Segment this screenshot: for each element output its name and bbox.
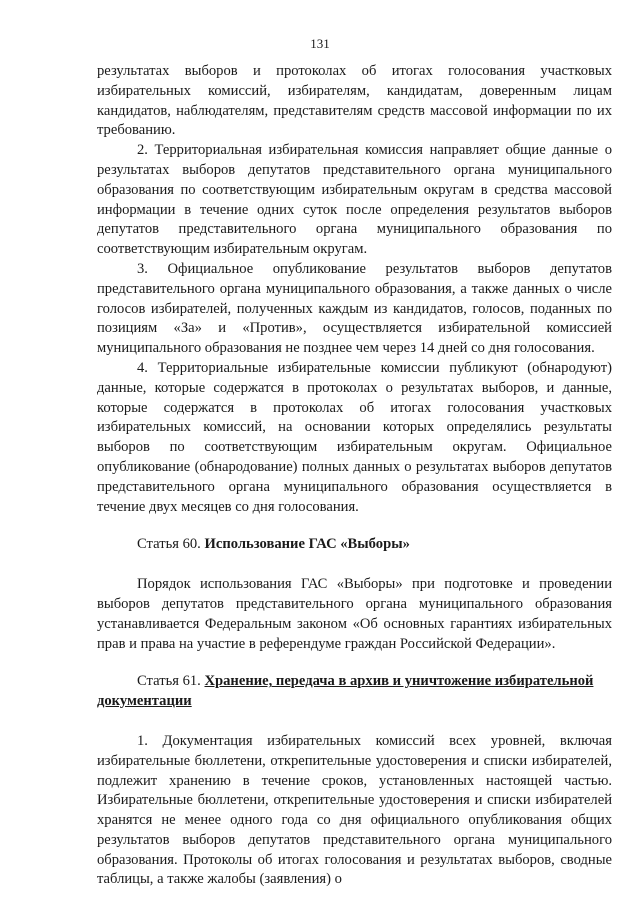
paragraph-3: 3. Официальное опубликование результатов выборов депутатов представительного органа муниципального образования, а также данных о числе голосов избирателей, полученных каждым из кандидатов, голосов, поданных по позициям «За» и «Против», осуществляется избирательной комиссией муниципального образования не позднее чем через 14 дней со дня голосования. (97, 260, 612, 357)
article-61-title: Хранение, передача в архив и уничтожение избирательной документации (97, 673, 594, 710)
page-number: 131 (310, 36, 330, 51)
article-61-prefix: Статья 61. (137, 673, 205, 690)
article-60-heading (97, 535, 612, 555)
article-60-text: Порядок использования ГАС «Выборы» при подготовке и проведении выборов депутатов представительного органа муниципального образования устанавливается Федеральным законом «Об основных гарантиях избирательных прав и права на участие в референдуме граждан Российской Федерации». (97, 576, 612, 652)
article-61-heading (97, 672, 612, 712)
article-61-text: 1. Документация избирательных комиссий всех уровней, включая избирательные бюллетени, открепительные удостоверения и списки избирателей, подлежит хранению в течение сроков, установленных настоящей частью. Избирательные бюллетени, открепительные удостоверения и списки избирателей хранятся не менее одного года со дня официального опубликования общих результатов выборов депутатов представительного органа муниципального образования. Протоколы об итогах голосования и результатах выборов, сводные таблицы, а также жалобы (заявления) о (97, 732, 612, 888)
paragraph-2: 2. Территориальная избирательная комиссия направляет общие данные о результатах выборов депутатов представительного органа муниципального образования по соответствующим избирательным округам в средства массовой информации в течение одних суток после определения результатов выборов депутатов представительного органа муниципального образования по соответствующим избирательным округам. (97, 142, 612, 258)
document-body (97, 62, 612, 890)
article-60-prefix: Статья 60. (137, 536, 205, 553)
paragraph-4: 4. Территориальные избирательные комиссии публикуют (обнародуют) данные, которые содержатся в протоколах о результатах выборов, и данные, которые содержатся в протоколах об итогах голосования участковых избирательных комиссий, на основании которых определялись результаты выборов по соответствующим избирательным округам. Официальное опубликование (обнародование) полных данных о результатах выборов депутатов представительного органа муниципального образования осуществляется в течение двух месяцев со дня голосования. (97, 359, 612, 515)
article-60-title: Использование ГАС «Выборы» (204, 536, 410, 553)
paragraph-continuation: результатах выборов и протоколах об итогах голосования участковых избирательных комиссий, избирателям, кандидатам, доверенным лицам кандидатов, наблюдателям, представителям средств массовой информации по их требованию. (97, 63, 612, 139)
